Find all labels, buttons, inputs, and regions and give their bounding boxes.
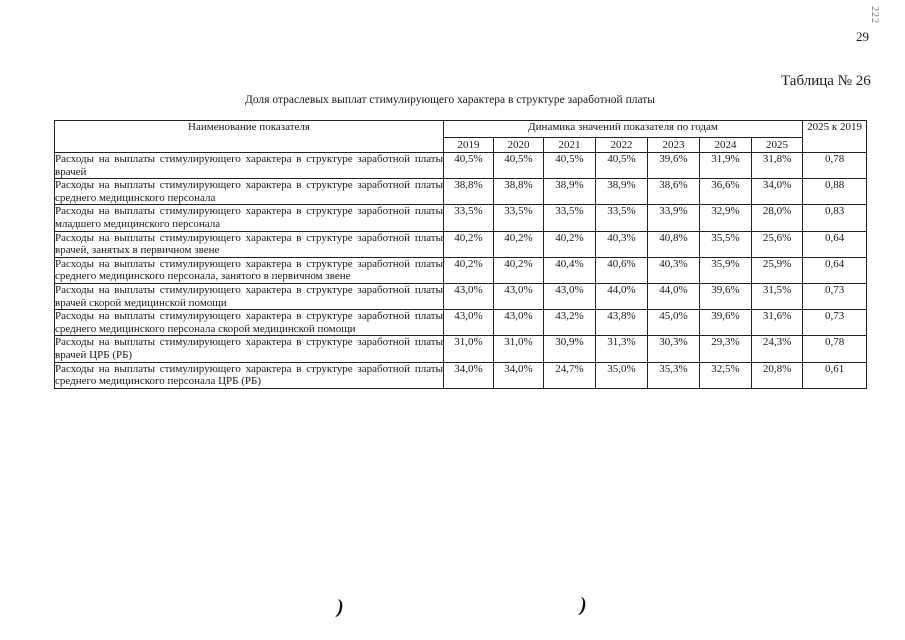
value-cell: 39,6% <box>700 310 752 336</box>
year-header: 2019 <box>444 138 494 153</box>
value-cell: 43,0% <box>544 283 596 309</box>
value-cell: 36,6% <box>700 179 752 205</box>
column-header-ratio: 2025 к 2019 <box>803 121 867 153</box>
value-cell: 40,2% <box>544 231 596 257</box>
value-cell: 28,0% <box>752 205 803 231</box>
value-cell: 43,0% <box>444 283 494 309</box>
value-cell: 39,6% <box>700 283 752 309</box>
value-cell: 43,0% <box>494 310 544 336</box>
value-cell: 34,0% <box>494 362 544 388</box>
indicator-name-cell: Расходы на выплаты стимулирующего характера в структуре заработной платы врачей скорой медицинской помощи <box>55 283 443 309</box>
value-cell: 35,0% <box>596 362 648 388</box>
value-cell: 33,5% <box>444 205 494 231</box>
value-cell: 24,3% <box>752 336 803 362</box>
value-cell: 40,5% <box>444 153 494 179</box>
value-cell: 33,9% <box>648 205 700 231</box>
value-cell: 35,3% <box>648 362 700 388</box>
ratio-cell: 0,88 <box>803 179 867 205</box>
indicator-name-cell: Расходы на выплаты стимулирующего характера в структуре заработной платы младшего медицинского персонала <box>55 205 443 230</box>
table-row <box>55 153 867 179</box>
value-cell: 20,8% <box>752 362 803 388</box>
table-body <box>55 153 867 389</box>
value-cell: 39,6% <box>648 153 700 179</box>
ratio-cell: 0,73 <box>803 310 867 336</box>
margin-mark: 222 <box>869 6 880 24</box>
value-cell: 40,2% <box>444 231 494 257</box>
column-header-dynamics: Динамика значений показателя по годам <box>444 121 803 138</box>
table-number: Таблица № 26 <box>781 73 871 89</box>
value-cell: 24,7% <box>544 362 596 388</box>
value-cell: 40,5% <box>544 153 596 179</box>
value-cell: 34,0% <box>444 362 494 388</box>
indicator-table <box>54 120 867 389</box>
year-header: 2022 <box>596 138 648 153</box>
table-row <box>55 205 867 231</box>
year-header: 2021 <box>544 138 596 153</box>
handwritten-mark: ) <box>580 594 587 616</box>
value-cell: 25,6% <box>752 231 803 257</box>
value-cell: 40,4% <box>544 257 596 283</box>
value-cell: 33,5% <box>544 205 596 231</box>
value-cell: 40,8% <box>648 231 700 257</box>
value-cell: 40,5% <box>596 153 648 179</box>
value-cell: 31,0% <box>444 336 494 362</box>
value-cell: 31,8% <box>752 153 803 179</box>
value-cell: 40,2% <box>494 231 544 257</box>
value-cell: 31,0% <box>494 336 544 362</box>
table-row <box>55 231 867 257</box>
ratio-cell: 0,73 <box>803 283 867 309</box>
indicator-name-cell: Расходы на выплаты стимулирующего характера в структуре заработной платы среднего медицинского персонала ЦРБ (РБ) <box>55 362 443 388</box>
value-cell: 40,2% <box>494 257 544 283</box>
value-cell: 40,3% <box>648 257 700 283</box>
value-cell: 44,0% <box>596 283 648 309</box>
value-cell: 35,5% <box>700 231 752 257</box>
year-header: 2020 <box>494 138 544 153</box>
ratio-cell: 0,64 <box>803 257 867 283</box>
value-cell: 34,0% <box>752 179 803 205</box>
value-cell: 32,9% <box>700 205 752 231</box>
table-row <box>55 257 867 283</box>
year-header: 2024 <box>700 138 752 153</box>
ratio-cell: 0,61 <box>803 362 867 388</box>
value-cell: 31,6% <box>752 310 803 336</box>
ratio-cell: 0,78 <box>803 153 867 179</box>
value-cell: 43,8% <box>596 310 648 336</box>
table-row <box>55 336 867 362</box>
value-cell: 33,5% <box>494 205 544 231</box>
value-cell: 40,3% <box>596 231 648 257</box>
year-header: 2023 <box>648 138 700 153</box>
value-cell: 25,9% <box>752 257 803 283</box>
indicator-name-cell: Расходы на выплаты стимулирующего характера в структуре заработной платы среднего медицинского персонала, занятого в первичном звене <box>55 257 443 283</box>
year-header: 2025 <box>752 138 803 153</box>
value-cell: 33,5% <box>596 205 648 231</box>
value-cell: 40,6% <box>596 257 648 283</box>
value-cell: 43,0% <box>444 310 494 336</box>
value-cell: 30,9% <box>544 336 596 362</box>
table-row <box>55 362 867 388</box>
value-cell: 38,8% <box>444 179 494 205</box>
table-row <box>55 310 867 336</box>
value-cell: 35,9% <box>700 257 752 283</box>
value-cell: 44,0% <box>648 283 700 309</box>
value-cell: 31,9% <box>700 153 752 179</box>
indicator-name-cell: Расходы на выплаты стимулирующего характера в структуре заработной платы среднего медицинского персонала <box>55 179 443 204</box>
value-cell: 31,5% <box>752 283 803 309</box>
page-number: 29 <box>856 29 869 44</box>
value-cell: 29,3% <box>700 336 752 362</box>
column-header-name: Наименование показателя <box>55 121 444 153</box>
ratio-cell: 0,64 <box>803 231 867 257</box>
caption-text: Доля отраслевых выплат стимулирующего характера в структуре заработной платы <box>244 94 656 106</box>
table-row <box>55 283 867 309</box>
value-cell: 32,5% <box>700 362 752 388</box>
handwritten-mark: ) <box>337 596 344 618</box>
indicator-name-cell: Расходы на выплаты стимулирующего характера в структуре заработной платы врачей ЦРБ (РБ) <box>55 336 443 361</box>
value-cell: 30,3% <box>648 336 700 362</box>
ratio-cell: 0,83 <box>803 205 867 231</box>
value-cell: 31,3% <box>596 336 648 362</box>
indicator-name-cell: Расходы на выплаты стимулирующего характера в структуре заработной платы среднего медицинского персонала скорой медицинской помощи <box>55 310 443 335</box>
value-cell: 40,2% <box>444 257 494 283</box>
indicator-name-cell: Расходы на выплаты стимулирующего характера в структуре заработной платы врачей <box>55 153 443 178</box>
value-cell: 45,0% <box>648 310 700 336</box>
value-cell: 38,8% <box>494 179 544 205</box>
value-cell: 38,9% <box>596 179 648 205</box>
table-row <box>55 179 867 205</box>
value-cell: 38,9% <box>544 179 596 205</box>
value-cell: 38,6% <box>648 179 700 205</box>
table-caption <box>0 94 905 106</box>
value-cell: 40,5% <box>494 153 544 179</box>
indicator-name-cell: Расходы на выплаты стимулирующего характера в структуре заработной платы врачей, занятых в первичном звене <box>55 231 443 257</box>
value-cell: 43,0% <box>494 283 544 309</box>
ratio-cell: 0,78 <box>803 336 867 362</box>
value-cell: 43,2% <box>544 310 596 336</box>
